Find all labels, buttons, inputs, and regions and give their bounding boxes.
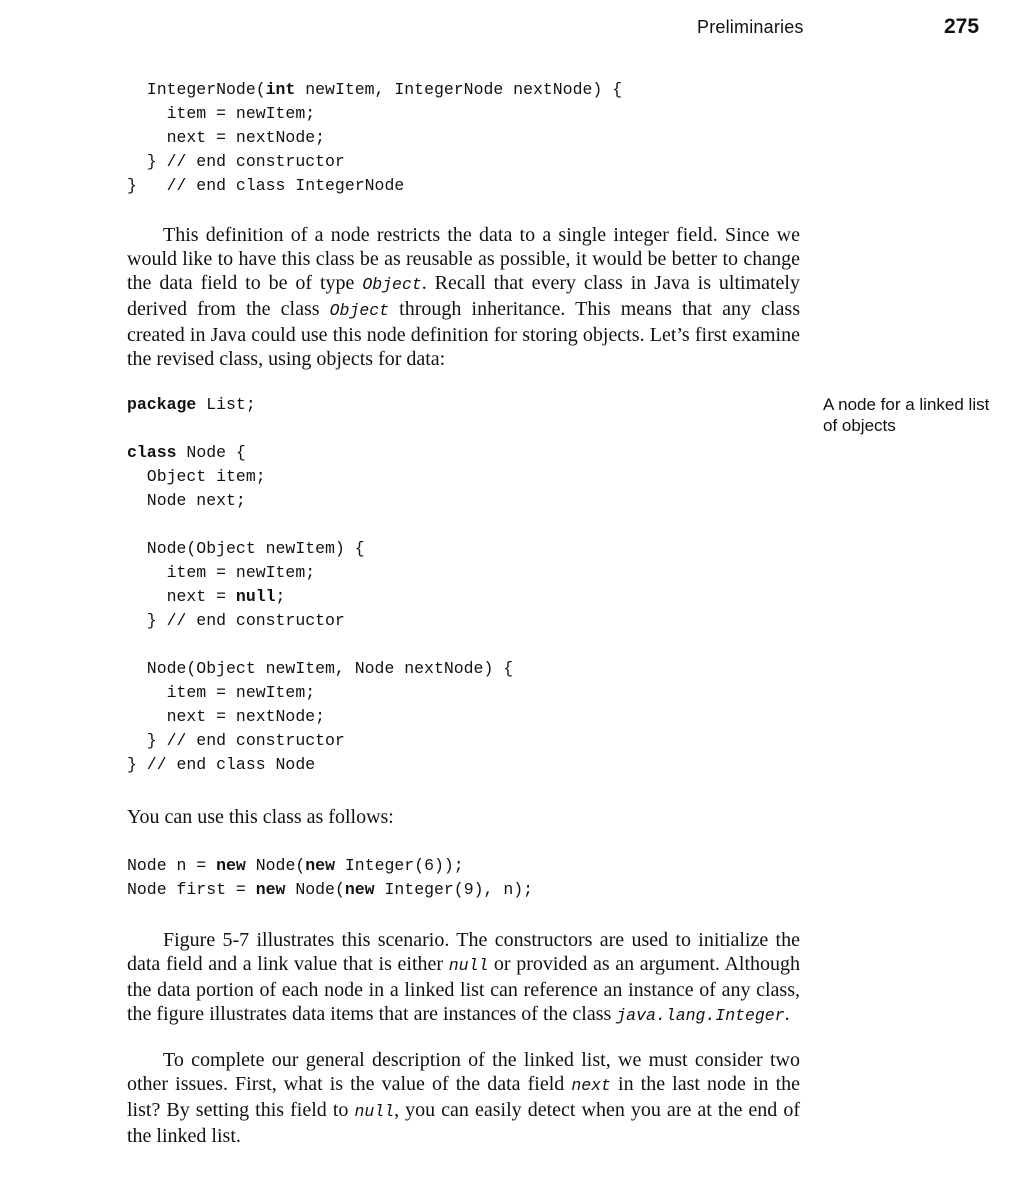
code-line: } // end class IntegerNode — [127, 176, 405, 195]
code-line: } // end constructor — [127, 611, 345, 630]
paragraph-usage-intro: You can use this class as follows: — [127, 806, 394, 828]
code-line: next = nextNode; — [127, 707, 326, 726]
code-line: } // end class Node — [127, 755, 316, 774]
code-blank-line — [127, 417, 513, 441]
code-line: Node n = new Node(new Integer(6)); — [127, 856, 464, 875]
code-line: Node next; — [127, 491, 246, 510]
paragraph-node-definition: This definition of a node restricts the data to a single integer field. Since we would like to have this class be as reusable as possible, it would be better to change the data field to be of type Object. Recall that every class in Java is ultimately derived from the class Object through inheritance. This means that any class created in Java could use this node definition for storing objects. Let’s first examine the revised class, using objects for data: — [127, 224, 800, 370]
code-line: package List; — [127, 395, 256, 414]
code-line: next = null; — [127, 587, 286, 606]
code-blank-line — [127, 513, 513, 537]
running-head: Preliminaries — [697, 17, 804, 37]
code-line: Node first = new Node(new Integer(9), n); — [127, 880, 534, 899]
code-line: Node(Object newItem, Node nextNode) { — [127, 659, 514, 678]
code-line: } // end constructor — [127, 731, 345, 750]
paragraph-figure-description: Figure 5-7 illustrates this scenario. The constructors are used to initialize the data field and a link value that is either null or provided as an argument. Although the data portion of each node in a linked list can reference an instance of any class, the figure illustrates data items that are instances of the class java.lang.Integer. — [127, 929, 800, 1025]
code-integernode-tail — [127, 78, 622, 198]
page-number: 275 — [944, 15, 980, 38]
code-line: IntegerNode(int newItem, IntegerNode nextNode) { — [127, 80, 623, 99]
code-line: Node(Object newItem) { — [127, 539, 365, 558]
code-line: item = newItem; — [127, 683, 316, 702]
code-line: } // end constructor — [127, 152, 345, 171]
code-node-class — [127, 393, 513, 777]
code-line: item = newItem; — [127, 563, 316, 582]
margin-note: A node for a linked list of objects — [823, 395, 990, 435]
code-line: class Node { — [127, 443, 246, 462]
code-line: item = newItem; — [127, 104, 316, 123]
paragraph-last-node: To complete our general description of the linked list, we must consider two other issues. First, what is the value of the data field next in the last node in the list? By setting this field to null, you can easily detect when you are at the end of the linked list. — [127, 1049, 800, 1147]
code-line: Object item; — [127, 467, 266, 486]
code-node-usage — [127, 854, 533, 902]
code-line: next = nextNode; — [127, 128, 326, 147]
code-blank-line — [127, 633, 513, 657]
